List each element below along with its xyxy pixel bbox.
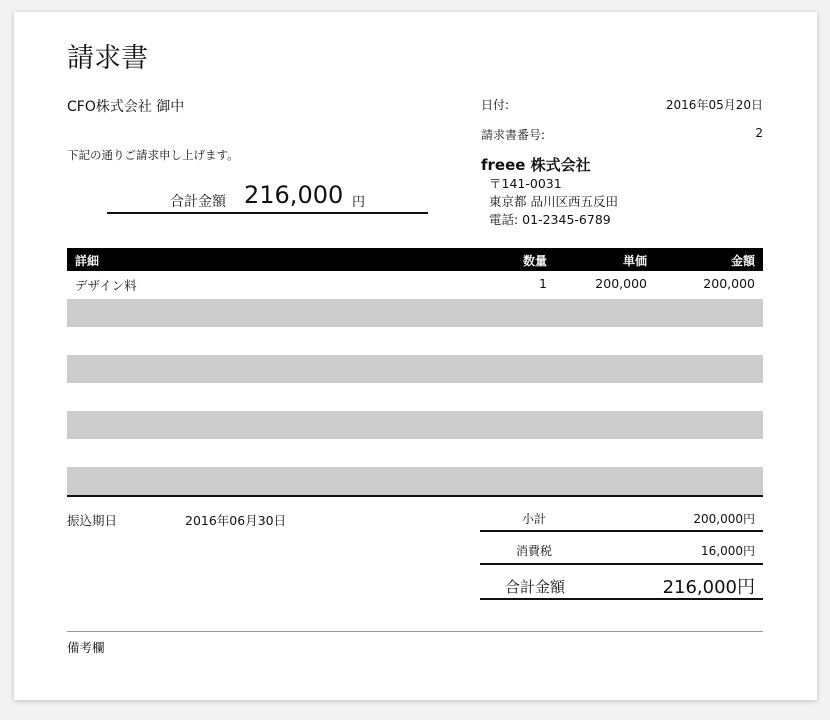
table-row: [67, 467, 763, 495]
payment-due-label: 振込期日: [67, 513, 118, 528]
line-items-table: [67, 248, 763, 497]
row-quantity: 1: [539, 276, 547, 291]
grand-total-row: [480, 573, 763, 600]
subtotal-row: [480, 510, 763, 532]
table-row: [67, 299, 763, 327]
intro-text: 下記の通りご請求申し上げます。: [67, 148, 239, 162]
payment-due-value: 2016年06月30日: [185, 513, 287, 528]
table-row: [67, 383, 763, 411]
issuer-address: 東京都 品川区西五反田: [489, 194, 618, 209]
grand-total-value: 216,000円: [662, 577, 755, 598]
table-row: [67, 439, 763, 467]
tax-label: 消費税: [516, 544, 553, 558]
client-name: CFO株式会社 御中: [67, 99, 185, 115]
table-row: [67, 271, 763, 299]
total-amount-box: [107, 180, 428, 214]
header-amount: 金額: [730, 254, 755, 268]
subtotal-label: 小計: [522, 512, 547, 526]
header-quantity: 数量: [522, 254, 547, 268]
issuer-phone: 電話: 01-2345-6789: [489, 212, 611, 227]
table-row: [67, 411, 763, 439]
row-amount: 200,000: [703, 276, 755, 291]
header-unit-price: 単価: [622, 254, 647, 268]
grand-total-label: 合計金額: [505, 578, 566, 596]
table-header: [67, 248, 763, 271]
invoice-page: [14, 12, 817, 700]
invoice-number-value: 2: [755, 126, 763, 140]
issuer-postal: 〒141-0031: [489, 176, 562, 191]
row-unit-price: 200,000: [595, 276, 647, 291]
invoice-title: 請求書: [67, 43, 148, 74]
total-amount-unit: 円: [352, 195, 366, 210]
subtotal-value: 200,000円: [693, 512, 755, 526]
invoice-date-value: 2016年05月20日: [665, 98, 763, 112]
total-amount-value: 216,000: [244, 181, 344, 209]
invoice-date-row: [481, 96, 763, 112]
table-bottom-border: [67, 495, 763, 497]
invoice-number-label: 請求書番号:: [481, 128, 546, 142]
tax-row: [480, 542, 763, 565]
invoice-number-row: [481, 126, 763, 142]
invoice-date-label: 日付:: [481, 98, 510, 112]
tax-value: 16,000円: [701, 544, 755, 558]
header-description: 詳細: [75, 254, 100, 268]
table-row: [67, 327, 763, 355]
notes-divider: [67, 631, 763, 632]
total-amount-label: 合計金額: [170, 194, 226, 210]
table-row: [67, 355, 763, 383]
notes-label: 備考欄: [67, 640, 105, 655]
row-description: デザイン料: [75, 278, 137, 293]
issuer-name: freee 株式会社: [481, 156, 591, 174]
